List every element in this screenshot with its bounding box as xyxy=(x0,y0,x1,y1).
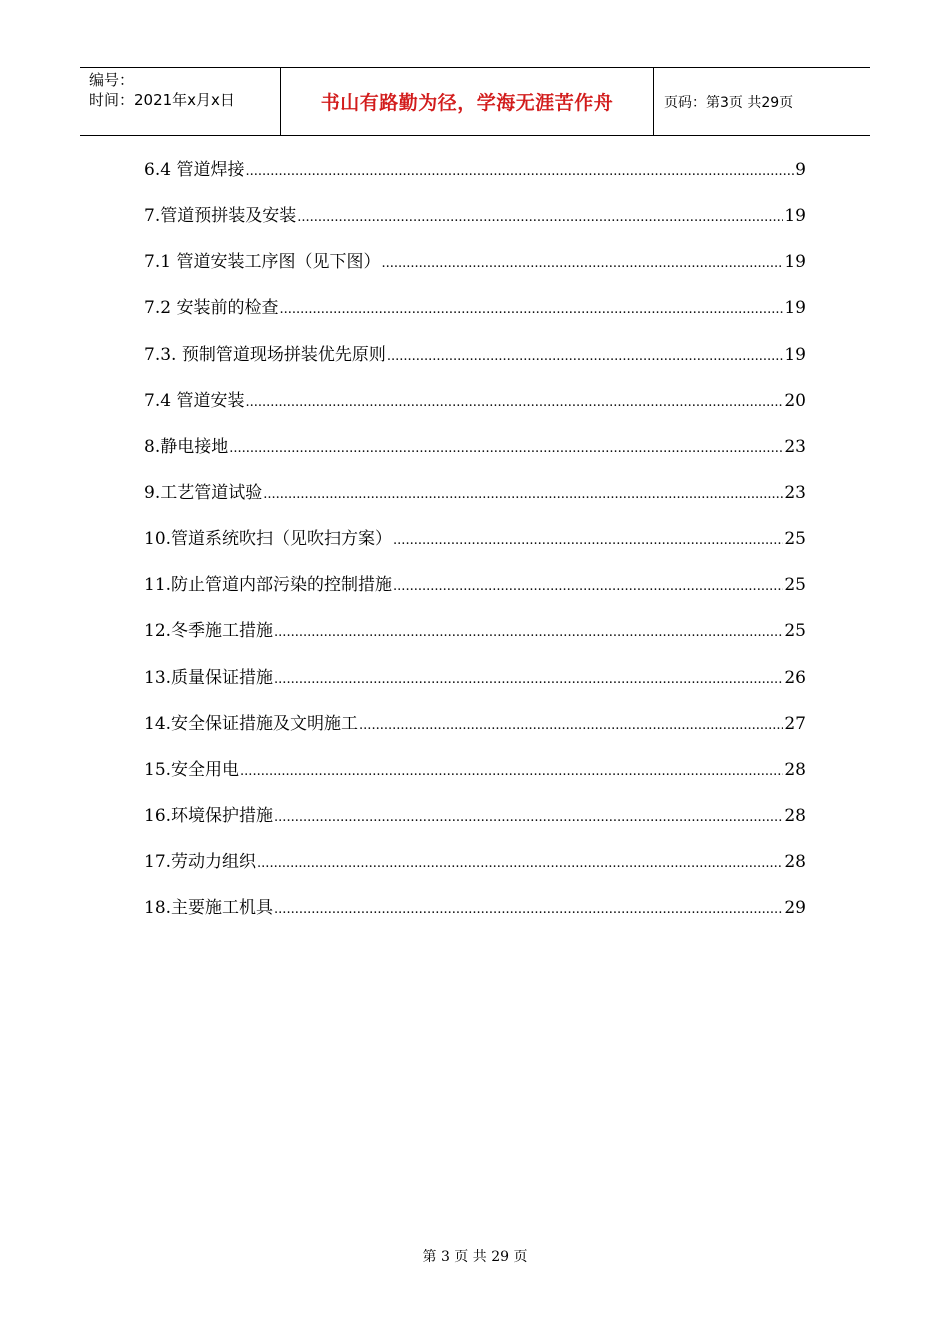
toc-entry-title: 7.4 管道安装 xyxy=(144,390,245,411)
toc-entry-page-number: 19 xyxy=(784,344,806,365)
toc-entry-page-number: 28 xyxy=(784,852,806,873)
toc-entry-page-number: 20 xyxy=(784,390,806,411)
toc-entry-title: 7.管道预拼装及安装 xyxy=(144,206,297,227)
toc-entry-page-number: 19 xyxy=(784,206,806,227)
toc-entry-title: 7.2 安装前的检查 xyxy=(144,298,279,319)
toc-entry-title: 11.防止管道内部污染的控制措施 xyxy=(144,575,393,596)
toc-dot-leader xyxy=(274,895,783,925)
toc-dot-leader xyxy=(387,342,784,372)
toc-dot-leader xyxy=(263,480,783,510)
toc-entry-title: 10.管道系统吹扫（见吹扫方案） xyxy=(144,529,393,550)
toc-entry[interactable] xyxy=(144,801,806,847)
toc-entry[interactable] xyxy=(144,663,806,709)
toc-entry[interactable] xyxy=(144,247,806,293)
toc-dot-leader xyxy=(245,388,783,418)
toc-entry-page-number: 28 xyxy=(784,805,806,826)
header-motto: 书山有路勤为径，学海无涯苦作舟 xyxy=(320,92,614,114)
toc-entry-page-number: 25 xyxy=(784,529,806,550)
toc-entry[interactable] xyxy=(144,432,806,478)
toc-entry[interactable] xyxy=(144,293,806,339)
toc-dot-leader xyxy=(274,618,783,648)
toc-dot-leader xyxy=(229,434,783,464)
toc-entry-title: 7.1 管道安装工序图（见下图） xyxy=(144,252,381,273)
document-number-label: 编号： xyxy=(89,71,135,89)
toc-dot-leader xyxy=(279,295,783,325)
toc-entry-page-number: 25 xyxy=(784,621,806,642)
toc-entry[interactable] xyxy=(144,755,806,801)
toc-dot-leader xyxy=(393,526,783,556)
toc-dot-leader xyxy=(359,711,783,741)
toc-dot-leader xyxy=(393,572,783,602)
toc-entry[interactable] xyxy=(144,893,806,939)
toc-entry[interactable] xyxy=(144,616,806,662)
toc-entry-page-number: 26 xyxy=(784,667,806,688)
toc-entry-page-number: 29 xyxy=(784,898,806,919)
toc-entry-title: 14.安全保证措施及文明施工 xyxy=(144,713,359,734)
toc-dot-leader xyxy=(257,849,783,879)
table-of-contents xyxy=(144,155,806,939)
toc-entry-title: 12.冬季施工措施 xyxy=(144,621,274,642)
toc-entry-page-number: 9 xyxy=(795,160,806,180)
toc-dot-leader xyxy=(274,665,783,695)
header-page-info-cell xyxy=(654,68,870,135)
toc-dot-leader xyxy=(274,803,783,833)
document-time-label: 时间：2021年x月x日 xyxy=(89,91,235,109)
header-meta-cell xyxy=(80,68,281,135)
toc-entry-title: 6.4 管道焊接 xyxy=(144,160,245,180)
toc-entry-title: 8.静电接地 xyxy=(144,436,229,457)
toc-entry-page-number: 28 xyxy=(784,759,806,780)
toc-entry[interactable] xyxy=(144,524,806,570)
toc-entry[interactable] xyxy=(144,340,806,386)
toc-entry-page-number: 23 xyxy=(784,436,806,457)
toc-entry-page-number: 19 xyxy=(784,252,806,273)
toc-entry-title: 13.质量保证措施 xyxy=(144,667,274,688)
toc-entry-page-number: 19 xyxy=(784,298,806,319)
header-page-info: 页码：第3页 共29页 xyxy=(664,94,794,111)
toc-entry-title: 18.主要施工机具 xyxy=(144,898,274,919)
toc-entry-title: 7.3. 预制管道现场拼装优先原则 xyxy=(144,344,386,365)
page-footer xyxy=(0,1246,950,1266)
footer-page-number: 第 3 页 共 29 页 xyxy=(422,1249,528,1265)
toc-entry-title: 15.安全用电 xyxy=(144,759,240,780)
toc-dot-leader xyxy=(297,203,783,233)
toc-entry[interactable] xyxy=(144,155,806,201)
toc-entry-title: 9.工艺管道试验 xyxy=(144,482,263,503)
toc-entry[interactable] xyxy=(144,709,806,755)
header-motto-cell xyxy=(281,68,654,135)
toc-entry[interactable] xyxy=(144,570,806,616)
toc-entry[interactable] xyxy=(144,201,806,247)
toc-entry[interactable] xyxy=(144,386,806,432)
toc-entry-title: 17.劳动力组织 xyxy=(144,852,257,873)
toc-dot-leader xyxy=(240,757,783,787)
toc-entry-page-number: 27 xyxy=(784,713,806,734)
page-header xyxy=(80,67,870,136)
toc-entry-page-number: 25 xyxy=(784,575,806,596)
toc-entry-page-number: 23 xyxy=(784,482,806,503)
toc-entry[interactable] xyxy=(144,478,806,524)
toc-entry-title: 16.环境保护措施 xyxy=(144,805,274,826)
toc-dot-leader xyxy=(381,249,783,279)
toc-entry[interactable] xyxy=(144,847,806,893)
toc-dot-leader xyxy=(245,157,794,187)
